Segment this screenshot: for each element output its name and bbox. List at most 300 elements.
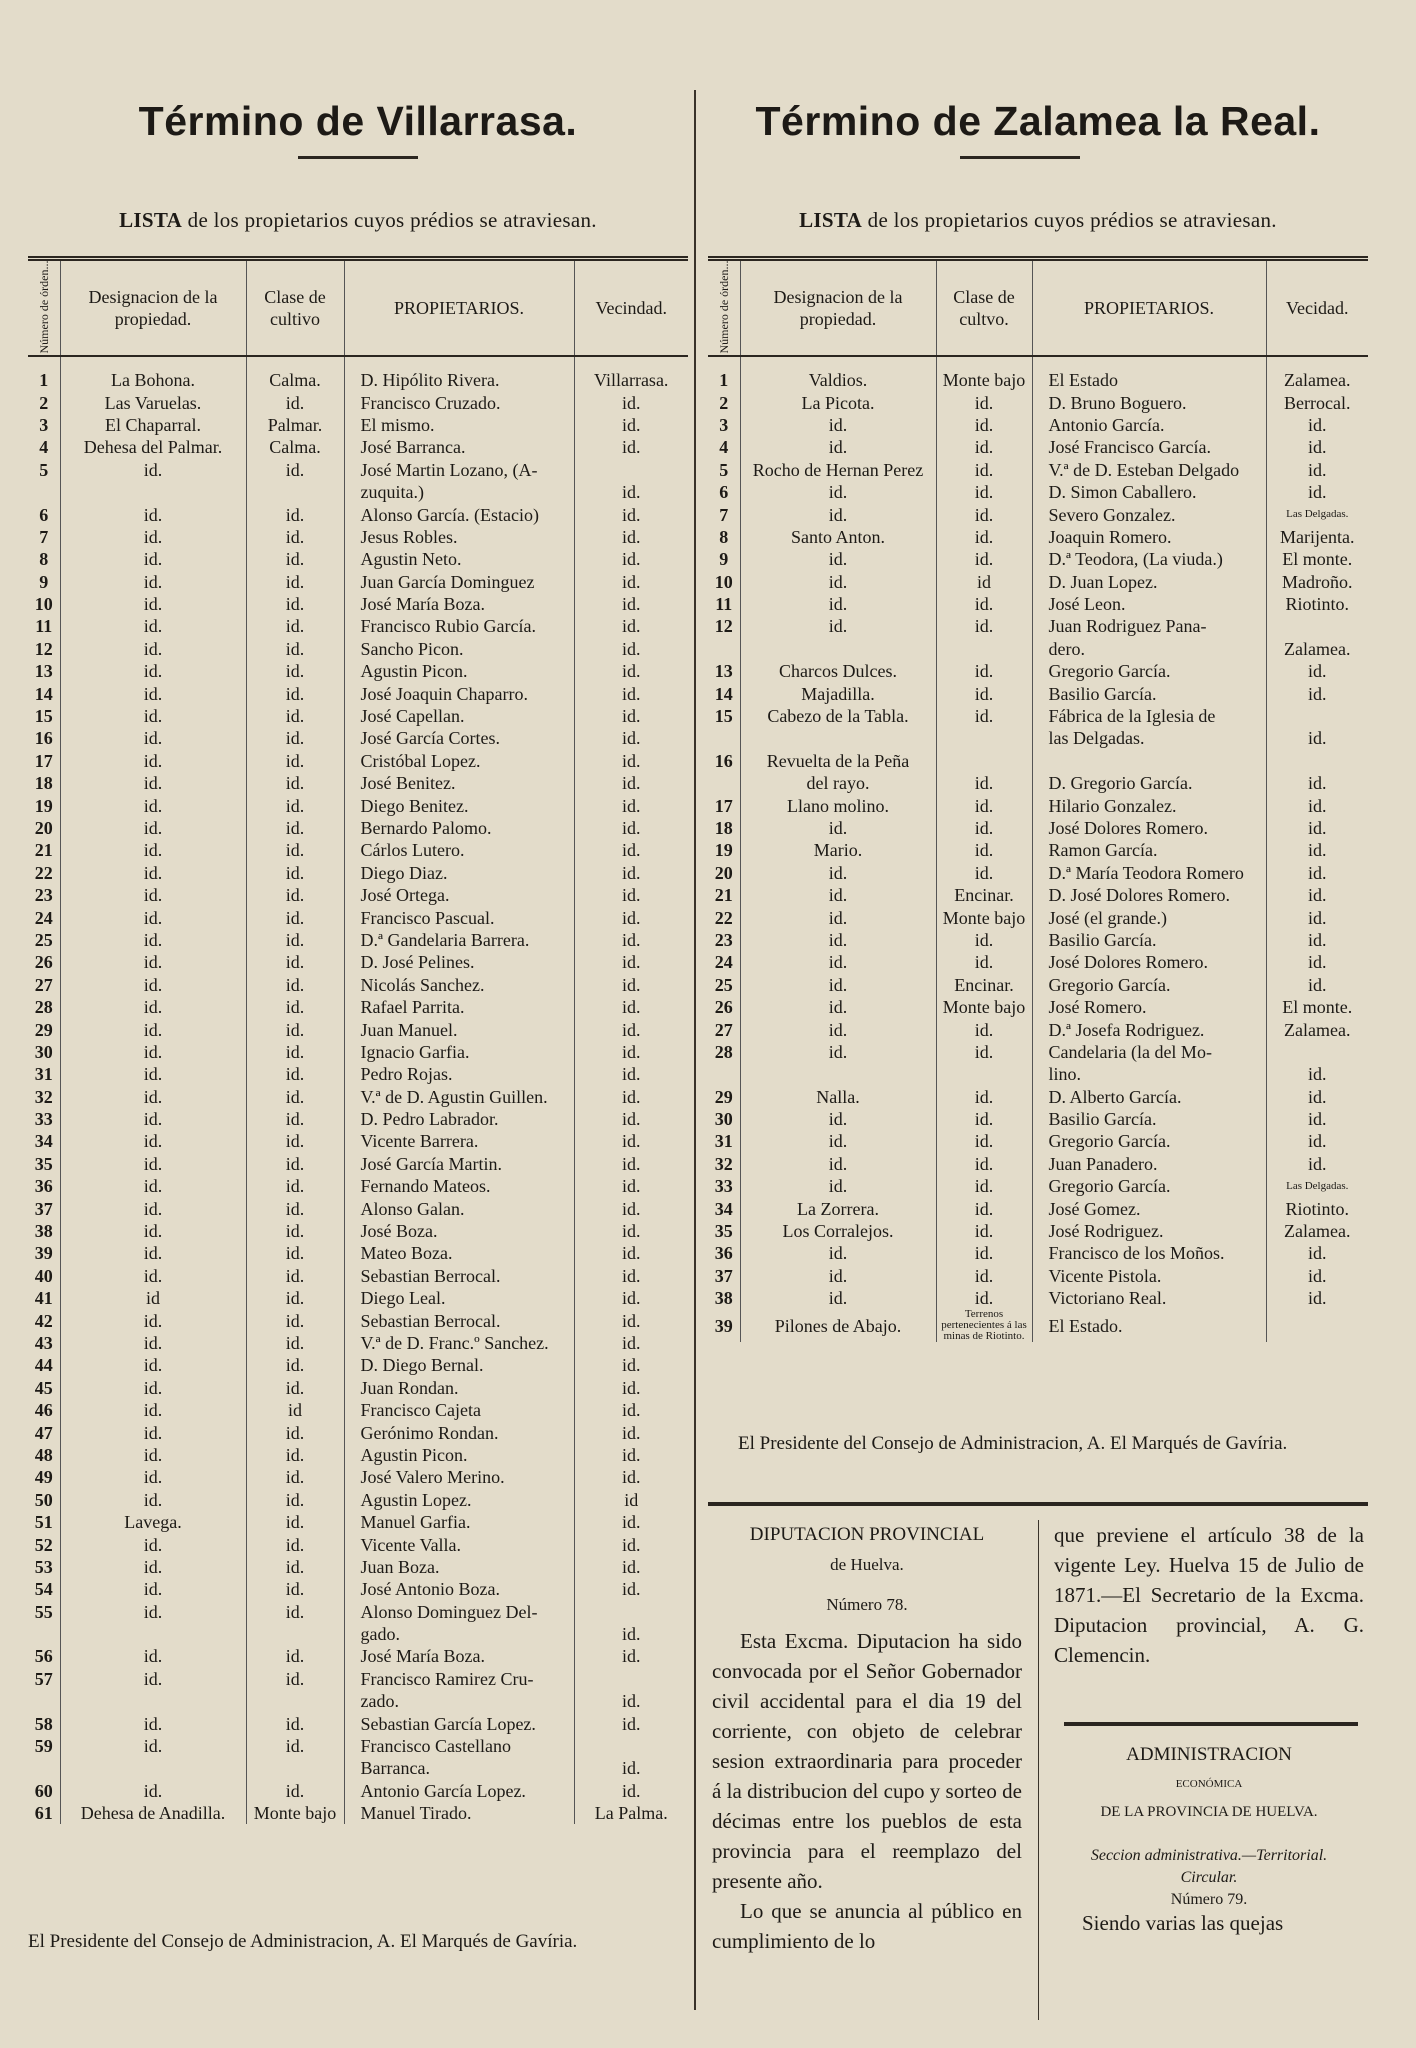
table-row <box>28 1354 688 1376</box>
property-name <box>60 1690 246 1712</box>
property-name: id. <box>60 571 246 593</box>
property-name: id. <box>60 638 246 660</box>
table-row <box>28 1197 688 1219</box>
owner-name: zuquita.) <box>344 481 574 503</box>
owner-name: Cristóbal Lopez. <box>344 750 574 772</box>
crop-type <box>936 727 1032 749</box>
property-name: Mario. <box>740 839 936 861</box>
property-name: id. <box>60 705 246 727</box>
diputacion-numero: Número 78. <box>826 1595 908 1614</box>
row-number <box>708 1063 740 1085</box>
owner-name: Juan Manuel. <box>344 1018 574 1040</box>
owner-name: Francisco Cruzado. <box>344 391 574 413</box>
crop-type: id. <box>246 1287 344 1309</box>
table-row <box>28 794 688 816</box>
crop-type: id. <box>246 1041 344 1063</box>
row-number: 34 <box>28 1130 60 1152</box>
table-row <box>708 1153 1368 1175</box>
owner-name: Severo Gonzalez. <box>1032 503 1266 525</box>
residence: id. <box>1307 683 1327 704</box>
row-number: 51 <box>28 1511 60 1533</box>
crop-type: id. <box>246 1645 344 1667</box>
table-row <box>708 772 1368 794</box>
property-name: id. <box>740 929 936 951</box>
residence: Riotinto. <box>1285 594 1349 615</box>
property-name: Llano molino. <box>740 794 936 816</box>
row-number: 33 <box>28 1108 60 1130</box>
owner-name: Pedro Rojas. <box>344 1063 574 1085</box>
residence: id. <box>621 1131 641 1152</box>
owner-name: D. Diego Bernal. <box>344 1354 574 1376</box>
diputacion-heading: DIPUTACION PROVINCIAL <box>749 1524 985 1545</box>
owner-name: Agustin Neto. <box>344 548 574 570</box>
owner-name: Juan Panadero. <box>1032 1153 1266 1175</box>
property-name: Cabezo de la Tabla. <box>740 705 936 727</box>
property-name: id. <box>60 682 246 704</box>
table-row <box>28 884 688 906</box>
residence: id. <box>621 1444 641 1465</box>
residence <box>574 1600 688 1622</box>
table-row <box>708 1018 1368 1040</box>
residence: id. <box>1307 728 1327 749</box>
row-number: 26 <box>708 996 740 1018</box>
owner-name: José Dolores Romero. <box>1032 951 1266 973</box>
residence: id. <box>621 1556 641 1577</box>
residence: Berrocal. <box>1284 392 1351 413</box>
crop-type: id. <box>246 1712 344 1734</box>
owner-name: Vicente Pistola. <box>1032 1265 1266 1287</box>
property-name: El Chaparral. <box>60 414 246 436</box>
residence: id. <box>621 1243 641 1264</box>
property-name: id. <box>60 1466 246 1488</box>
table-row <box>28 526 688 548</box>
residence: id. <box>621 885 641 906</box>
residence: id. <box>621 616 641 637</box>
crop-type: id. <box>246 951 344 973</box>
crop-type: id. <box>246 929 344 951</box>
column-header: PROPIETARIOS. <box>344 259 574 357</box>
property-name <box>740 1063 936 1085</box>
crop-type: id. <box>246 794 344 816</box>
residence: id. <box>621 1512 641 1533</box>
residence: id. <box>1307 1288 1327 1309</box>
crop-type: id. <box>246 593 344 615</box>
table-row <box>28 459 688 481</box>
property-name: id. <box>60 974 246 996</box>
property-name: id. <box>60 884 246 906</box>
residence: id. <box>621 1422 641 1443</box>
property-name <box>740 638 936 660</box>
column-header: PROPIETARIOS. <box>1032 259 1266 357</box>
row-number: 49 <box>28 1466 60 1488</box>
diputacion-subheading: de Huelva. <box>830 1555 904 1574</box>
row-number: 54 <box>28 1578 60 1600</box>
row-number: 35 <box>28 1153 60 1175</box>
property-name: del rayo. <box>740 772 936 794</box>
table-row <box>708 1309 1368 1342</box>
zalamea-footer: El Presidente del Consejo de Administracion, A. El Marqués de Gavíria. <box>738 1433 1288 1454</box>
crop-type: id. <box>246 459 344 481</box>
row-number: 28 <box>708 1041 740 1063</box>
property-name: id. <box>60 1153 246 1175</box>
row-number: 37 <box>708 1265 740 1287</box>
property-name: id. <box>60 1377 246 1399</box>
table-row <box>708 571 1368 593</box>
row-number: 9 <box>708 548 740 570</box>
table-row <box>708 906 1368 928</box>
property-name: id. <box>740 503 936 525</box>
residence: id. <box>621 504 641 525</box>
crop-type: id. <box>246 839 344 861</box>
row-number: 3 <box>708 414 740 436</box>
crop-type: id. <box>246 705 344 727</box>
table-row <box>708 705 1368 727</box>
row-number: 38 <box>708 1287 740 1309</box>
residence: id. <box>1307 795 1327 816</box>
property-name: id. <box>60 1556 246 1578</box>
crop-type: Monte bajo <box>936 356 1032 391</box>
row-number: 48 <box>28 1444 60 1466</box>
crop-type: id. <box>936 1287 1032 1309</box>
owner-name: Fernando Mateos. <box>344 1175 574 1197</box>
owner-name: zado. <box>344 1690 574 1712</box>
table-row <box>28 1063 688 1085</box>
table-row <box>708 682 1368 704</box>
section-rule <box>708 1502 1368 1506</box>
crop-type: id. <box>936 1018 1032 1040</box>
crop-type: id. <box>936 1086 1032 1108</box>
owner-name: José Antonio Boza. <box>344 1578 574 1600</box>
administracion-sub2: DE LA PROVINCIA DE HUELVA. <box>1100 1804 1318 1820</box>
table-row <box>28 1757 688 1779</box>
crop-type: id. <box>246 1466 344 1488</box>
property-name: id. <box>740 1130 936 1152</box>
crop-type: id. <box>246 1444 344 1466</box>
administracion-heading: ADMINISTRACION <box>1126 1744 1292 1765</box>
property-name: id. <box>60 951 246 973</box>
property-name: id. <box>740 571 936 593</box>
crop-type: id. <box>936 772 1032 794</box>
crop-type: id. <box>246 1265 344 1287</box>
table-row <box>28 571 688 593</box>
owner-name: José Barranca. <box>344 436 574 458</box>
table-row <box>708 839 1368 861</box>
crop-type: id. <box>936 951 1032 973</box>
row-number: 4 <box>708 436 740 458</box>
table-row <box>28 414 688 436</box>
table-row <box>28 1421 688 1443</box>
residence: id. <box>621 526 641 547</box>
crop-type <box>246 481 344 503</box>
table-row <box>28 1130 688 1152</box>
owner-name: V.ª de D. Agustin Guillen. <box>344 1086 574 1108</box>
owner-name: Antonio García. <box>1032 414 1266 436</box>
table-row <box>28 1690 688 1712</box>
row-number: 22 <box>708 906 740 928</box>
residence: id <box>624 1489 639 1510</box>
owner-name: El Estado. <box>1032 1309 1266 1342</box>
row-number: 14 <box>708 682 740 704</box>
owner-name: Jesus Robles. <box>344 526 574 548</box>
residence: id. <box>621 1400 641 1421</box>
property-name <box>60 1623 246 1645</box>
table-row <box>708 615 1368 637</box>
row-number: 11 <box>28 615 60 637</box>
row-number: 24 <box>28 906 60 928</box>
crop-type: id. <box>936 481 1032 503</box>
row-number: 39 <box>708 1309 740 1342</box>
column-header: Vecidad. <box>1266 259 1368 357</box>
table-row <box>708 660 1368 682</box>
row-number: 31 <box>708 1130 740 1152</box>
table-row <box>28 1086 688 1108</box>
row-number: 8 <box>708 526 740 548</box>
table-row <box>28 1802 688 1824</box>
crop-type: id. <box>246 682 344 704</box>
table-row <box>28 1780 688 1802</box>
residence: id. <box>621 1019 641 1040</box>
property-name: id. <box>60 1668 246 1690</box>
row-number: 42 <box>28 1309 60 1331</box>
owner-name: D. Bruno Boguero. <box>1032 391 1266 413</box>
zalamea-list-title <box>708 208 1368 233</box>
administracion-body: Siendo varias las quejas <box>1082 1911 1284 1935</box>
residence: id. <box>621 1780 641 1801</box>
owner-name: Mateo Boza. <box>344 1242 574 1264</box>
table-row <box>708 750 1368 772</box>
property-name: id. <box>740 906 936 928</box>
owner-name: Cárlos Lutero. <box>344 839 574 861</box>
owner-name: D. Juan Lopez. <box>1032 571 1266 593</box>
owner-name: D. Hipólito Rivera. <box>344 356 574 391</box>
residence: id. <box>621 974 641 995</box>
residence: id. <box>621 1176 641 1197</box>
table-row <box>708 1175 1368 1197</box>
table-row <box>28 1153 688 1175</box>
property-name: id. <box>740 1041 936 1063</box>
owner-name: José María Boza. <box>344 593 574 615</box>
table-row <box>28 750 688 772</box>
owner-name: Alonso Dominguez Del- <box>344 1600 574 1622</box>
crop-type: id. <box>246 1578 344 1600</box>
owner-name: Gregorio García. <box>1032 974 1266 996</box>
owner-name: Agustin Lopez. <box>344 1489 574 1511</box>
owner-name: Ramon García. <box>1032 839 1266 861</box>
owner-name: D. Gregorio García. <box>1032 772 1266 794</box>
residence: id. <box>1307 929 1327 950</box>
table-row <box>28 1578 688 1600</box>
table-row <box>708 1287 1368 1309</box>
residence <box>1266 705 1368 727</box>
owner-name: Nicolás Sanchez. <box>344 974 574 996</box>
property-name: id. <box>60 817 246 839</box>
residence: id. <box>1307 459 1327 480</box>
property-name: id. <box>60 906 246 928</box>
residence: id. <box>621 683 641 704</box>
table-row <box>708 1108 1368 1130</box>
property-name: Los Corralejos. <box>740 1220 936 1242</box>
property-name: id. <box>60 1489 246 1511</box>
owner-name: D.ª Gandelaria Barrera. <box>344 929 574 951</box>
row-number <box>708 638 740 660</box>
table-row <box>708 862 1368 884</box>
residence: id. <box>621 594 641 615</box>
table-row <box>708 548 1368 570</box>
crop-type: id. <box>936 862 1032 884</box>
crop-type: id. <box>246 1511 344 1533</box>
crop-type: id. <box>246 1063 344 1085</box>
property-name: Dehesa del Palmar. <box>60 436 246 458</box>
residence: id. <box>621 773 641 794</box>
table-row <box>28 839 688 861</box>
owner-name: Manuel Tirado. <box>344 1802 574 1824</box>
residence: id. <box>1307 773 1327 794</box>
table-row <box>28 682 688 704</box>
crop-type: id. <box>246 974 344 996</box>
crop-type: id. <box>246 1332 344 1354</box>
table-row <box>28 1108 688 1130</box>
crop-type: Palmar. <box>246 414 344 436</box>
row-number: 1 <box>28 356 60 391</box>
property-name: id. <box>60 727 246 749</box>
crop-type: id. <box>936 1220 1032 1242</box>
table-row <box>28 1265 688 1287</box>
row-number: 18 <box>28 772 60 794</box>
table-row <box>28 1309 688 1331</box>
owner-name: Hilario Gonzalez. <box>1032 794 1266 816</box>
row-number: 28 <box>28 996 60 1018</box>
property-name: id. <box>60 1578 246 1600</box>
residence: id. <box>621 1467 641 1488</box>
table-row <box>28 727 688 749</box>
owner-name: José Benitez. <box>344 772 574 794</box>
owner-name: José García Martin. <box>344 1153 574 1175</box>
table-row <box>28 548 688 570</box>
row-number: 14 <box>28 682 60 704</box>
crop-type: Encinar. <box>936 884 1032 906</box>
owner-name: Candelaria (la del Mo- <box>1032 1041 1266 1063</box>
residence: id. <box>621 661 641 682</box>
table-row <box>28 974 688 996</box>
residence: id. <box>1307 862 1327 883</box>
list-title-text: de los propietarios cuyos prédios se atraviesan. <box>867 208 1277 232</box>
residence: id. <box>621 392 641 413</box>
row-number: 2 <box>708 391 740 413</box>
crop-type <box>936 1063 1032 1085</box>
villarrasa-table <box>28 256 688 1824</box>
row-number: 32 <box>28 1086 60 1108</box>
row-number: 29 <box>708 1086 740 1108</box>
table-row <box>28 1668 688 1690</box>
crop-type: id. <box>246 638 344 660</box>
table-row <box>708 593 1368 615</box>
row-number: 26 <box>28 951 60 973</box>
crop-type: id. <box>936 593 1032 615</box>
row-number: 20 <box>28 817 60 839</box>
property-name: id. <box>60 1018 246 1040</box>
property-name: Revuelta de la Peña <box>740 750 936 772</box>
residence: id. <box>621 1691 641 1712</box>
residence: id. <box>1307 661 1327 682</box>
row-number: 6 <box>708 481 740 503</box>
table-row <box>708 996 1368 1018</box>
property-name: id. <box>740 951 936 973</box>
property-name: id. <box>740 548 936 570</box>
crop-type <box>246 1757 344 1779</box>
row-number: 35 <box>708 1220 740 1242</box>
crop-type: id. <box>936 436 1032 458</box>
crop-type: id. <box>246 772 344 794</box>
owner-name: José (el grande.) <box>1032 906 1266 928</box>
table-row <box>28 996 688 1018</box>
property-name <box>60 1757 246 1779</box>
owner-name: Francisco Ramirez Cru- <box>344 1668 574 1690</box>
property-name: id. <box>740 1287 936 1309</box>
villarrasa-footer: El Presidente del Consejo de Administracion, A. El Marqués de Gavíria. <box>28 1931 578 1952</box>
owner-name: Gregorio García. <box>1032 1175 1266 1197</box>
property-name: id. <box>60 1041 246 1063</box>
row-number: 53 <box>28 1556 60 1578</box>
owner-name: D.ª Josefa Rodriguez. <box>1032 1018 1266 1040</box>
row-number: 24 <box>708 951 740 973</box>
crop-type: id. <box>246 391 344 413</box>
property-name: id. <box>740 974 936 996</box>
crop-type: id. <box>246 1086 344 1108</box>
residence: Zalamea. <box>1284 1221 1351 1242</box>
owner-name: Bernardo Palomo. <box>344 817 574 839</box>
row-number: 10 <box>28 593 60 615</box>
table-row <box>708 638 1368 660</box>
row-number: 43 <box>28 1332 60 1354</box>
owner-name: Agustin Picon. <box>344 1444 574 1466</box>
owner-name: Basilio García. <box>1032 1108 1266 1130</box>
crop-type: id <box>246 1399 344 1421</box>
crop-type <box>936 638 1032 660</box>
owner-name: Ignacio Garfia. <box>344 1041 574 1063</box>
table-row <box>708 356 1368 391</box>
residence: id. <box>1307 1131 1327 1152</box>
crop-type: id. <box>936 929 1032 951</box>
owner-name: V.ª de D. Franc.º Sanchez. <box>344 1332 574 1354</box>
residence: id. <box>1307 885 1327 906</box>
crop-type: id. <box>246 1220 344 1242</box>
residence: id. <box>621 1713 641 1734</box>
table-row <box>708 794 1368 816</box>
property-name: id. <box>60 1421 246 1443</box>
table-row <box>708 436 1368 458</box>
residence: id. <box>621 952 641 973</box>
residence: Zalamea. <box>1284 1019 1351 1040</box>
crop-type <box>246 1690 344 1712</box>
residence: id. <box>621 862 641 883</box>
owner-name: José Boza. <box>344 1220 574 1242</box>
property-name: id. <box>60 503 246 525</box>
property-name: id. <box>740 414 936 436</box>
owner-name: Diego Leal. <box>344 1287 574 1309</box>
table-row <box>708 526 1368 548</box>
table-row <box>708 1041 1368 1063</box>
table-row <box>28 1377 688 1399</box>
crop-type: id. <box>936 391 1032 413</box>
owner-name: Juan Boza. <box>344 1556 574 1578</box>
row-number: 16 <box>708 750 740 772</box>
property-name: id. <box>60 660 246 682</box>
residence: Madroño. <box>1282 571 1353 592</box>
row-number: 2 <box>28 391 60 413</box>
residence: id. <box>1307 840 1327 861</box>
residence: Riotinto. <box>1285 1198 1349 1219</box>
crop-type: id. <box>246 1377 344 1399</box>
